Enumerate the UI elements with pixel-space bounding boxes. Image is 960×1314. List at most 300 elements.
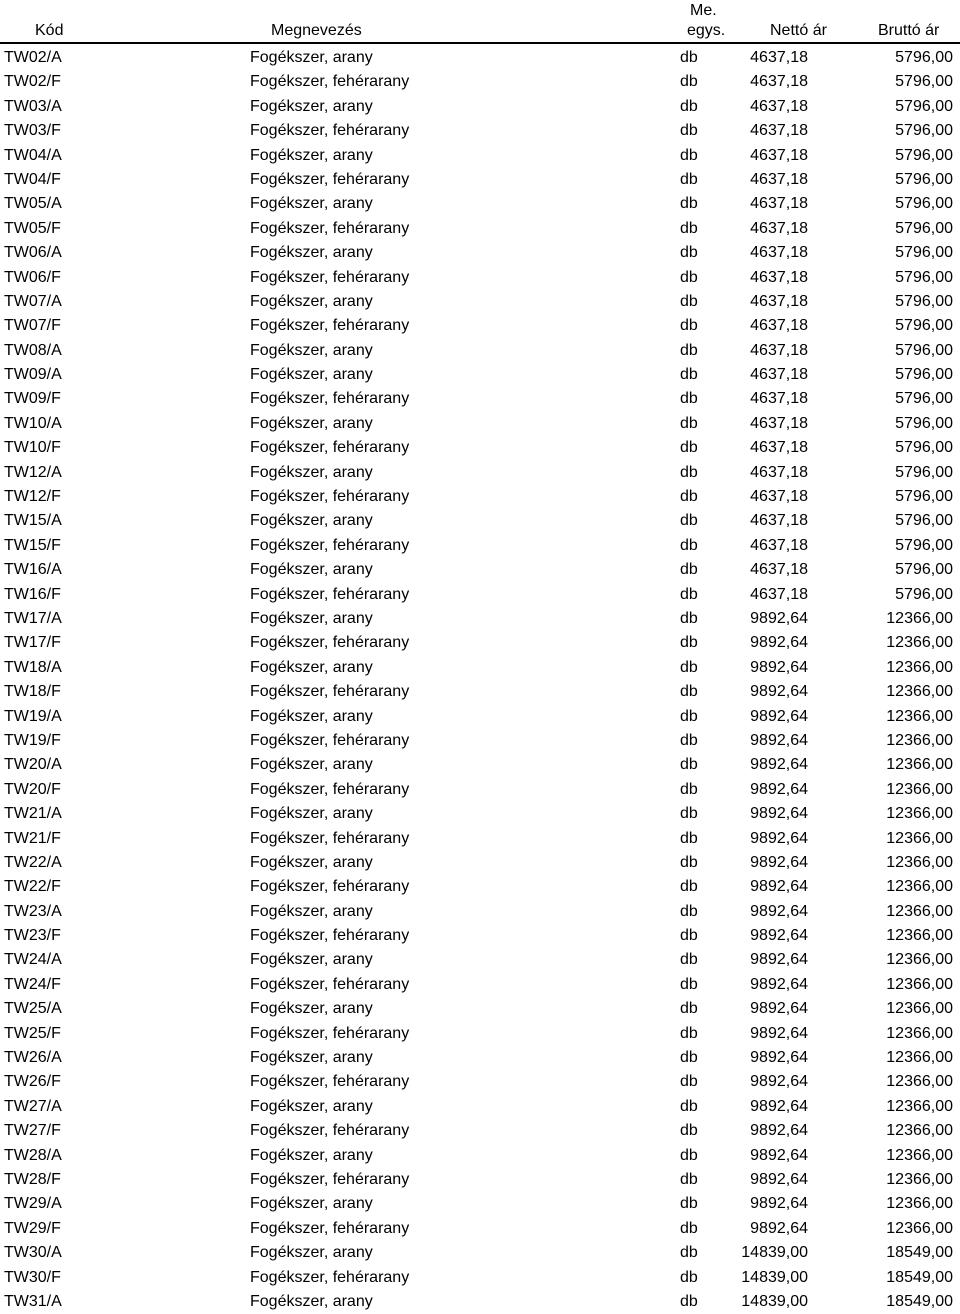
cell-kod: TW18/A bbox=[4, 658, 62, 676]
cell-kod: TW29/A bbox=[4, 1195, 62, 1213]
cell-mertekegyseg: db bbox=[680, 49, 698, 66]
header-kod: Kód bbox=[35, 22, 64, 39]
cell-megnevezes: Fogékszer, arany bbox=[250, 512, 373, 530]
cell-brutto-ar: 12366,00 bbox=[886, 853, 953, 871]
cell-netto-ar: 9892,64 bbox=[750, 878, 808, 896]
cell-mertekegyseg: db bbox=[680, 829, 698, 847]
cell-mertekegyseg: db bbox=[680, 853, 698, 871]
cell-brutto-ar: 5796,00 bbox=[895, 219, 953, 237]
cell-kod: TW30/F bbox=[4, 1268, 61, 1286]
cell-brutto-ar: 12366,00 bbox=[886, 1024, 953, 1042]
cell-megnevezes: Fogékszer, arany bbox=[250, 414, 373, 432]
table-row bbox=[0, 1119, 960, 1143]
table-row bbox=[0, 851, 960, 875]
cell-megnevezes: Fogékszer, arany bbox=[250, 195, 373, 213]
cell-netto-ar: 4637,18 bbox=[750, 439, 808, 457]
cell-brutto-ar: 12366,00 bbox=[886, 951, 953, 969]
table-row bbox=[0, 266, 960, 290]
cell-netto-ar: 4637,18 bbox=[750, 73, 808, 91]
cell-mertekegyseg: db bbox=[680, 414, 698, 432]
cell-kod: TW24/A bbox=[4, 951, 62, 969]
cell-megnevezes: Fogékszer, fehérarany bbox=[250, 268, 410, 286]
cell-netto-ar: 4637,18 bbox=[750, 366, 808, 384]
cell-brutto-ar: 5796,00 bbox=[895, 122, 953, 140]
cell-brutto-ar: 5796,00 bbox=[895, 97, 953, 115]
cell-kod: TW25/A bbox=[4, 1000, 62, 1018]
cell-megnevezes: Fogékszer, fehérarany bbox=[250, 439, 410, 457]
cell-megnevezes: Fogékszer, arany bbox=[250, 1244, 373, 1262]
cell-megnevezes: Fogékszer, fehérarany bbox=[250, 585, 410, 603]
cell-megnevezes: Fogékszer, arany bbox=[250, 658, 373, 676]
cell-netto-ar: 9892,64 bbox=[750, 1024, 808, 1042]
cell-brutto-ar: 12366,00 bbox=[886, 756, 953, 774]
cell-brutto-ar: 5796,00 bbox=[895, 73, 953, 91]
table-row bbox=[0, 1168, 960, 1192]
cell-brutto-ar: 18549,00 bbox=[886, 1268, 953, 1286]
table-row bbox=[0, 314, 960, 338]
cell-megnevezes: Fogékszer, arany bbox=[250, 292, 373, 310]
cell-brutto-ar: 5796,00 bbox=[895, 512, 953, 530]
cell-megnevezes: Fogékszer, arany bbox=[250, 902, 373, 920]
cell-netto-ar: 9892,64 bbox=[750, 707, 808, 725]
cell-netto-ar: 9892,64 bbox=[750, 1097, 808, 1115]
header-mertekegyseg-line1: Me. bbox=[690, 2, 717, 19]
cell-brutto-ar: 5796,00 bbox=[895, 268, 953, 286]
table-row bbox=[0, 46, 960, 70]
table-row bbox=[0, 583, 960, 607]
cell-netto-ar: 9892,64 bbox=[750, 756, 808, 774]
cell-mertekegyseg: db bbox=[680, 170, 698, 188]
cell-megnevezes: Fogékszer, fehérarany bbox=[250, 1122, 410, 1140]
cell-netto-ar: 4637,18 bbox=[750, 488, 808, 506]
table-row bbox=[0, 1192, 960, 1216]
cell-kod: TW20/A bbox=[4, 756, 62, 774]
table-row bbox=[0, 534, 960, 558]
table-row bbox=[0, 900, 960, 924]
cell-megnevezes: Fogékszer, arany bbox=[250, 1097, 373, 1115]
cell-kod: TW22/F bbox=[4, 878, 61, 896]
cell-mertekegyseg: db bbox=[680, 1122, 698, 1140]
cell-kod: TW07/A bbox=[4, 292, 62, 310]
table-row bbox=[0, 973, 960, 997]
table-row bbox=[0, 1290, 960, 1314]
cell-kod: TW24/F bbox=[4, 975, 61, 993]
cell-mertekegyseg: db bbox=[680, 780, 698, 798]
cell-netto-ar: 14839,00 bbox=[741, 1244, 808, 1262]
cell-brutto-ar: 12366,00 bbox=[886, 805, 953, 823]
cell-kod: TW20/F bbox=[4, 780, 61, 798]
cell-kod: TW15/A bbox=[4, 512, 62, 530]
cell-megnevezes: Fogékszer, arany bbox=[250, 756, 373, 774]
cell-brutto-ar: 5796,00 bbox=[895, 292, 953, 310]
cell-kod: TW28/A bbox=[4, 1146, 62, 1164]
table-row bbox=[0, 875, 960, 899]
cell-megnevezes: Fogékszer, arany bbox=[250, 1195, 373, 1213]
cell-brutto-ar: 12366,00 bbox=[886, 975, 953, 993]
cell-megnevezes: Fogékszer, fehérarany bbox=[250, 731, 410, 749]
cell-mertekegyseg: db bbox=[680, 1195, 698, 1213]
cell-netto-ar: 4637,18 bbox=[750, 122, 808, 140]
cell-brutto-ar: 12366,00 bbox=[886, 1170, 953, 1188]
cell-kod: TW08/A bbox=[4, 341, 62, 359]
table-row bbox=[0, 997, 960, 1021]
table-row bbox=[0, 241, 960, 265]
cell-kod: TW26/F bbox=[4, 1073, 61, 1091]
cell-brutto-ar: 12366,00 bbox=[886, 609, 953, 627]
cell-netto-ar: 4637,18 bbox=[750, 244, 808, 262]
cell-brutto-ar: 5796,00 bbox=[895, 366, 953, 384]
cell-brutto-ar: 5796,00 bbox=[895, 195, 953, 213]
cell-kod: TW12/A bbox=[4, 463, 62, 481]
cell-brutto-ar: 12366,00 bbox=[886, 1146, 953, 1164]
cell-megnevezes: Fogékszer, fehérarany bbox=[250, 1073, 410, 1091]
cell-brutto-ar: 18549,00 bbox=[886, 1292, 953, 1310]
cell-mertekegyseg: db bbox=[680, 951, 698, 969]
table-row bbox=[0, 705, 960, 729]
cell-megnevezes: Fogékszer, fehérarany bbox=[250, 1268, 410, 1286]
cell-kod: TW21/A bbox=[4, 805, 62, 823]
cell-brutto-ar: 12366,00 bbox=[886, 780, 953, 798]
cell-netto-ar: 4637,18 bbox=[750, 390, 808, 408]
cell-kod: TW03/F bbox=[4, 122, 61, 140]
cell-kod: TW16/F bbox=[4, 585, 61, 603]
table-row bbox=[0, 607, 960, 631]
cell-mertekegyseg: db bbox=[680, 1073, 698, 1091]
cell-megnevezes: Fogékszer, fehérarany bbox=[250, 170, 410, 188]
cell-mertekegyseg: db bbox=[680, 902, 698, 920]
cell-netto-ar: 9892,64 bbox=[750, 683, 808, 701]
table-row bbox=[0, 558, 960, 582]
cell-netto-ar: 9892,64 bbox=[750, 1219, 808, 1237]
cell-mertekegyseg: db bbox=[680, 1170, 698, 1188]
cell-brutto-ar: 12366,00 bbox=[886, 1073, 953, 1091]
cell-megnevezes: Fogékszer, fehérarany bbox=[250, 927, 410, 945]
cell-mertekegyseg: db bbox=[680, 439, 698, 457]
table-row bbox=[0, 1046, 960, 1070]
cell-netto-ar: 9892,64 bbox=[750, 829, 808, 847]
cell-megnevezes: Fogékszer, fehérarany bbox=[250, 488, 410, 506]
table-row bbox=[0, 1070, 960, 1094]
cell-mertekegyseg: db bbox=[680, 975, 698, 993]
cell-kod: TW15/F bbox=[4, 536, 61, 554]
cell-megnevezes: Fogékszer, arany bbox=[250, 1049, 373, 1067]
cell-kod: TW04/F bbox=[4, 170, 61, 188]
cell-megnevezes: Fogékszer, fehérarany bbox=[250, 1170, 410, 1188]
cell-brutto-ar: 12366,00 bbox=[886, 634, 953, 652]
cell-brutto-ar: 12366,00 bbox=[886, 731, 953, 749]
cell-megnevezes: Fogékszer, fehérarany bbox=[250, 73, 410, 91]
cell-brutto-ar: 12366,00 bbox=[886, 1049, 953, 1067]
cell-brutto-ar: 5796,00 bbox=[895, 317, 953, 335]
table-row bbox=[0, 290, 960, 314]
cell-brutto-ar: 12366,00 bbox=[886, 1195, 953, 1213]
cell-megnevezes: Fogékszer, arany bbox=[250, 1146, 373, 1164]
cell-mertekegyseg: db bbox=[680, 536, 698, 554]
cell-kod: TW27/A bbox=[4, 1097, 62, 1115]
cell-brutto-ar: 5796,00 bbox=[895, 244, 953, 262]
table-row bbox=[0, 192, 960, 216]
cell-megnevezes: Fogékszer, fehérarany bbox=[250, 683, 410, 701]
cell-mertekegyseg: db bbox=[680, 292, 698, 310]
cell-netto-ar: 9892,64 bbox=[750, 902, 808, 920]
header-netto-ar: Nettó ár bbox=[770, 22, 827, 39]
cell-mertekegyseg: db bbox=[680, 122, 698, 140]
cell-brutto-ar: 12366,00 bbox=[886, 878, 953, 896]
cell-mertekegyseg: db bbox=[680, 512, 698, 530]
table-row bbox=[0, 656, 960, 680]
cell-netto-ar: 4637,18 bbox=[750, 170, 808, 188]
cell-netto-ar: 9892,64 bbox=[750, 1073, 808, 1091]
cell-mertekegyseg: db bbox=[680, 341, 698, 359]
table-row bbox=[0, 485, 960, 509]
table-row bbox=[0, 363, 960, 387]
cell-megnevezes: Fogékszer, fehérarany bbox=[250, 975, 410, 993]
cell-mertekegyseg: db bbox=[680, 1292, 698, 1310]
cell-brutto-ar: 12366,00 bbox=[886, 683, 953, 701]
table-body bbox=[0, 46, 960, 1314]
cell-kod: TW26/A bbox=[4, 1049, 62, 1067]
cell-kod: TW17/F bbox=[4, 634, 61, 652]
cell-mertekegyseg: db bbox=[680, 609, 698, 627]
cell-mertekegyseg: db bbox=[680, 561, 698, 579]
cell-netto-ar: 9892,64 bbox=[750, 634, 808, 652]
cell-netto-ar: 9892,64 bbox=[750, 853, 808, 871]
cell-mertekegyseg: db bbox=[680, 1000, 698, 1018]
cell-megnevezes: Fogékszer, arany bbox=[250, 341, 373, 359]
cell-netto-ar: 9892,64 bbox=[750, 927, 808, 945]
cell-mertekegyseg: db bbox=[680, 756, 698, 774]
cell-mertekegyseg: db bbox=[680, 585, 698, 603]
cell-netto-ar: 4637,18 bbox=[750, 292, 808, 310]
table-row bbox=[0, 924, 960, 948]
cell-megnevezes: Fogékszer, arany bbox=[250, 463, 373, 481]
cell-brutto-ar: 5796,00 bbox=[895, 49, 953, 66]
cell-brutto-ar: 5796,00 bbox=[895, 170, 953, 188]
cell-kod: TW25/F bbox=[4, 1024, 61, 1042]
cell-megnevezes: Fogékszer, arany bbox=[250, 244, 373, 262]
cell-kod: TW10/A bbox=[4, 414, 62, 432]
cell-megnevezes: Fogékszer, fehérarany bbox=[250, 122, 410, 140]
cell-netto-ar: 9892,64 bbox=[750, 1146, 808, 1164]
cell-megnevezes: Fogékszer, fehérarany bbox=[250, 219, 410, 237]
table-row bbox=[0, 1144, 960, 1168]
table-row bbox=[0, 827, 960, 851]
table-row bbox=[0, 948, 960, 972]
cell-brutto-ar: 12366,00 bbox=[886, 1122, 953, 1140]
cell-netto-ar: 9892,64 bbox=[750, 1195, 808, 1213]
table-row bbox=[0, 1266, 960, 1290]
cell-netto-ar: 4637,18 bbox=[750, 97, 808, 115]
cell-netto-ar: 9892,64 bbox=[750, 975, 808, 993]
cell-megnevezes: Fogékszer, arany bbox=[250, 97, 373, 115]
table-row bbox=[0, 778, 960, 802]
cell-megnevezes: Fogékszer, fehérarany bbox=[250, 1219, 410, 1237]
table-row bbox=[0, 1217, 960, 1241]
cell-kod: TW27/F bbox=[4, 1122, 61, 1140]
cell-netto-ar: 4637,18 bbox=[750, 414, 808, 432]
cell-mertekegyseg: db bbox=[680, 73, 698, 91]
cell-brutto-ar: 12366,00 bbox=[886, 1000, 953, 1018]
cell-megnevezes: Fogékszer, arany bbox=[250, 366, 373, 384]
table-row bbox=[0, 1095, 960, 1119]
cell-mertekegyseg: db bbox=[680, 805, 698, 823]
cell-mertekegyseg: db bbox=[680, 878, 698, 896]
header-mertekegyseg-line2: egys. bbox=[687, 22, 726, 39]
cell-mertekegyseg: db bbox=[680, 317, 698, 335]
table-header bbox=[0, 0, 960, 44]
table-row bbox=[0, 119, 960, 143]
cell-megnevezes: Fogékszer, fehérarany bbox=[250, 536, 410, 554]
cell-brutto-ar: 5796,00 bbox=[895, 439, 953, 457]
cell-brutto-ar: 12366,00 bbox=[886, 1097, 953, 1115]
cell-brutto-ar: 12366,00 bbox=[886, 902, 953, 920]
table-row bbox=[0, 753, 960, 777]
cell-kod: TW19/A bbox=[4, 707, 62, 725]
cell-mertekegyseg: db bbox=[680, 366, 698, 384]
table-row bbox=[0, 802, 960, 826]
cell-netto-ar: 9892,64 bbox=[750, 658, 808, 676]
cell-netto-ar: 9892,64 bbox=[750, 609, 808, 627]
cell-mertekegyseg: db bbox=[680, 146, 698, 164]
cell-megnevezes: Fogékszer, fehérarany bbox=[250, 317, 410, 335]
cell-brutto-ar: 18549,00 bbox=[886, 1244, 953, 1262]
cell-kod: TW06/F bbox=[4, 268, 61, 286]
cell-netto-ar: 4637,18 bbox=[750, 317, 808, 335]
cell-mertekegyseg: db bbox=[680, 1244, 698, 1262]
cell-kod: TW23/A bbox=[4, 902, 62, 920]
table-row bbox=[0, 70, 960, 94]
cell-kod: TW18/F bbox=[4, 683, 61, 701]
cell-kod: TW04/A bbox=[4, 146, 62, 164]
cell-netto-ar: 4637,18 bbox=[750, 146, 808, 164]
cell-brutto-ar: 5796,00 bbox=[895, 390, 953, 408]
cell-mertekegyseg: db bbox=[680, 1049, 698, 1067]
cell-mertekegyseg: db bbox=[680, 1146, 698, 1164]
cell-netto-ar: 4637,18 bbox=[750, 219, 808, 237]
cell-kod: TW31/A bbox=[4, 1292, 62, 1310]
cell-kod: TW22/A bbox=[4, 853, 62, 871]
cell-kod: TW29/F bbox=[4, 1219, 61, 1237]
cell-megnevezes: Fogékszer, arany bbox=[250, 1000, 373, 1018]
cell-netto-ar: 4637,18 bbox=[750, 585, 808, 603]
cell-brutto-ar: 5796,00 bbox=[895, 463, 953, 481]
cell-megnevezes: Fogékszer, arany bbox=[250, 707, 373, 725]
cell-megnevezes: Fogékszer, arany bbox=[250, 561, 373, 579]
table-row bbox=[0, 217, 960, 241]
cell-megnevezes: Fogékszer, arany bbox=[250, 1292, 373, 1310]
cell-netto-ar: 4637,18 bbox=[750, 49, 808, 66]
cell-megnevezes: Fogékszer, arany bbox=[250, 609, 373, 627]
cell-netto-ar: 9892,64 bbox=[750, 805, 808, 823]
cell-megnevezes: Fogékszer, fehérarany bbox=[250, 829, 410, 847]
table-row bbox=[0, 461, 960, 485]
table-row bbox=[0, 95, 960, 119]
table-row bbox=[0, 509, 960, 533]
cell-kod: TW12/F bbox=[4, 488, 61, 506]
cell-mertekegyseg: db bbox=[680, 658, 698, 676]
cell-netto-ar: 9892,64 bbox=[750, 1049, 808, 1067]
cell-mertekegyseg: db bbox=[680, 731, 698, 749]
cell-netto-ar: 4637,18 bbox=[750, 536, 808, 554]
cell-brutto-ar: 5796,00 bbox=[895, 561, 953, 579]
cell-kod: TW02/F bbox=[4, 73, 61, 91]
table-row bbox=[0, 144, 960, 168]
cell-mertekegyseg: db bbox=[680, 1024, 698, 1042]
cell-brutto-ar: 5796,00 bbox=[895, 585, 953, 603]
cell-kod: TW07/F bbox=[4, 317, 61, 335]
cell-brutto-ar: 5796,00 bbox=[895, 146, 953, 164]
cell-netto-ar: 9892,64 bbox=[750, 1000, 808, 1018]
cell-mertekegyseg: db bbox=[680, 1219, 698, 1237]
table-row bbox=[0, 631, 960, 655]
cell-kod: TW05/F bbox=[4, 219, 61, 237]
cell-megnevezes: Fogékszer, fehérarany bbox=[250, 878, 410, 896]
cell-mertekegyseg: db bbox=[680, 707, 698, 725]
cell-brutto-ar: 5796,00 bbox=[895, 341, 953, 359]
table-row bbox=[0, 680, 960, 704]
cell-brutto-ar: 12366,00 bbox=[886, 1219, 953, 1237]
cell-kod: TW23/F bbox=[4, 927, 61, 945]
cell-mertekegyseg: db bbox=[680, 268, 698, 286]
cell-mertekegyseg: db bbox=[680, 195, 698, 213]
cell-kod: TW02/A bbox=[4, 49, 62, 66]
cell-netto-ar: 9892,64 bbox=[750, 1170, 808, 1188]
cell-brutto-ar: 12366,00 bbox=[886, 658, 953, 676]
cell-netto-ar: 4637,18 bbox=[750, 512, 808, 530]
cell-netto-ar: 14839,00 bbox=[741, 1268, 808, 1286]
header-brutto-ar: Bruttó ár bbox=[878, 22, 940, 39]
cell-netto-ar: 14839,00 bbox=[741, 1292, 808, 1310]
cell-mertekegyseg: db bbox=[680, 683, 698, 701]
table-row bbox=[0, 436, 960, 460]
cell-kod: TW30/A bbox=[4, 1244, 62, 1262]
cell-netto-ar: 9892,64 bbox=[750, 1122, 808, 1140]
cell-brutto-ar: 12366,00 bbox=[886, 829, 953, 847]
table-row bbox=[0, 339, 960, 363]
table-row bbox=[0, 168, 960, 192]
cell-netto-ar: 4637,18 bbox=[750, 195, 808, 213]
cell-kod: TW16/A bbox=[4, 561, 62, 579]
table-row bbox=[0, 729, 960, 753]
cell-kod: TW28/F bbox=[4, 1170, 61, 1188]
cell-brutto-ar: 12366,00 bbox=[886, 927, 953, 945]
cell-mertekegyseg: db bbox=[680, 463, 698, 481]
cell-netto-ar: 9892,64 bbox=[750, 951, 808, 969]
cell-mertekegyseg: db bbox=[680, 390, 698, 408]
cell-megnevezes: Fogékszer, arany bbox=[250, 805, 373, 823]
cell-megnevezes: Fogékszer, fehérarany bbox=[250, 780, 410, 798]
cell-kod: TW09/A bbox=[4, 366, 62, 384]
cell-netto-ar: 9892,64 bbox=[750, 780, 808, 798]
cell-megnevezes: Fogékszer, fehérarany bbox=[250, 390, 410, 408]
cell-kod: TW17/A bbox=[4, 609, 62, 627]
cell-mertekegyseg: db bbox=[680, 97, 698, 115]
cell-mertekegyseg: db bbox=[680, 219, 698, 237]
cell-kod: TW06/A bbox=[4, 244, 62, 262]
cell-mertekegyseg: db bbox=[680, 1097, 698, 1115]
cell-megnevezes: Fogékszer, arany bbox=[250, 49, 373, 66]
header-megnevezes: Megnevezés bbox=[271, 22, 362, 39]
cell-mertekegyseg: db bbox=[680, 488, 698, 506]
table-row bbox=[0, 1022, 960, 1046]
cell-brutto-ar: 5796,00 bbox=[895, 488, 953, 506]
cell-megnevezes: Fogékszer, fehérarany bbox=[250, 1024, 410, 1042]
cell-kod: TW05/A bbox=[4, 195, 62, 213]
table-row bbox=[0, 387, 960, 411]
cell-brutto-ar: 5796,00 bbox=[895, 536, 953, 554]
cell-netto-ar: 4637,18 bbox=[750, 268, 808, 286]
cell-brutto-ar: 12366,00 bbox=[886, 707, 953, 725]
